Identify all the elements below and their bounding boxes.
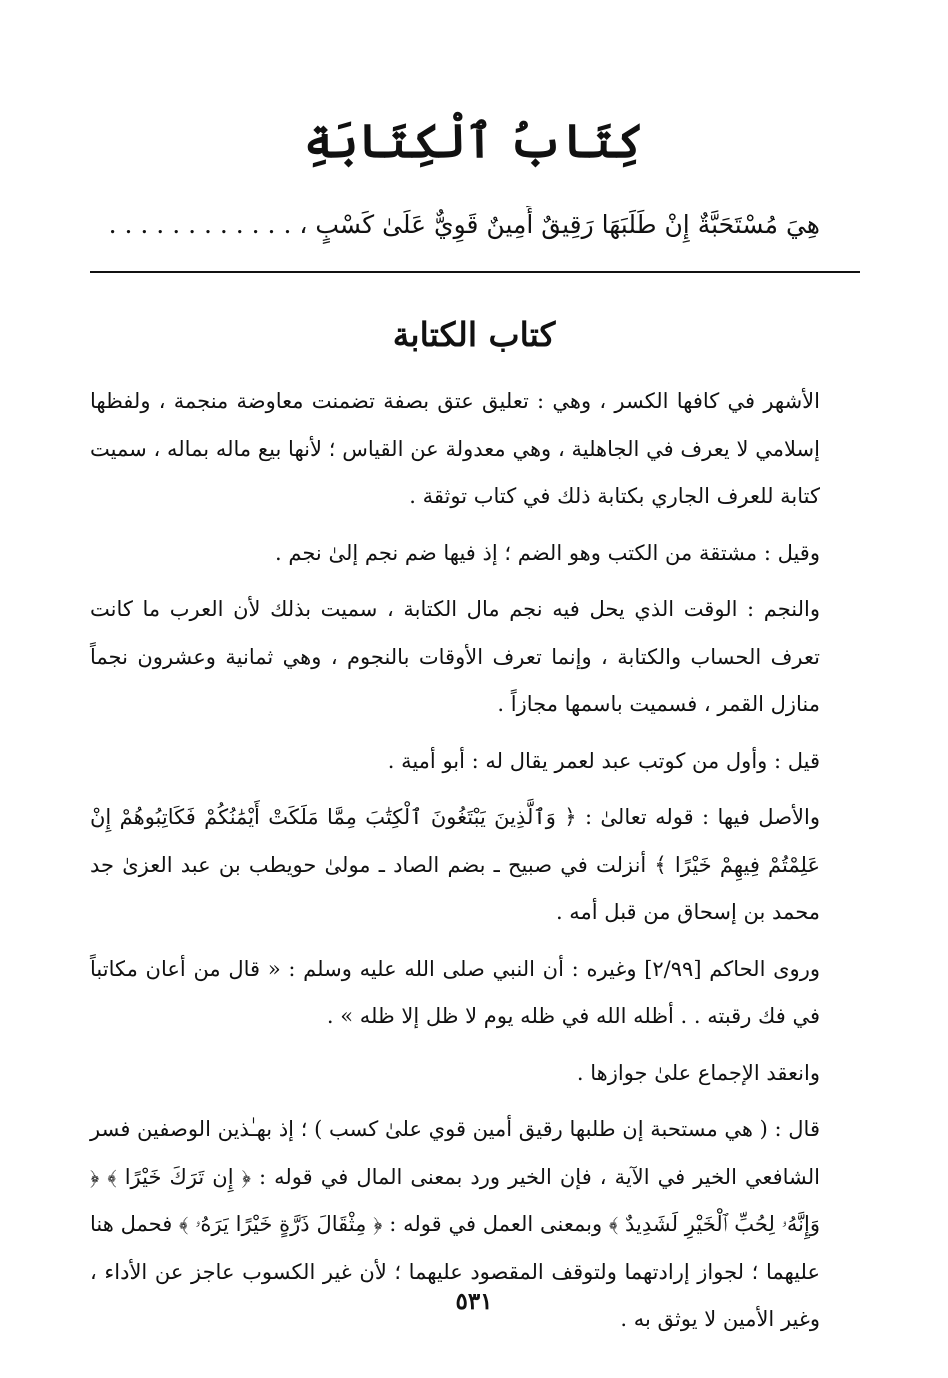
chapter-title: كِتَابُ ٱلْكِتَابَةِ (304, 114, 644, 168)
matn-line: هِيَ مُسْتَحَبَّةٌ إِنْ طَلَبَهَا رَقِيقٌ أَمِينٌ قَوِيٌّ عَلَىٰ كَسْبٍ ، . . . . . . . . . . . . (108, 210, 820, 239)
paragraph-hadith: وروى الحاكم [٢/٩٩] وغيره : أن النبي صلى الله عليه وسلم : « قال من أعان مكاتباً في فك رقبته . . أظله الله في ظله يوم لا ظل إلا ظله » . (90, 956, 820, 1028)
paragraph-quran-basis: والأصل فيها : قوله تعالىٰ : ﴿ وَٱلَّذِينَ يَبْتَغُونَ ٱلْكِتَٰبَ مِمَّا مَلَكَتْ أَيْمَٰنُكُمْ فَكَاتِبُوهُمْ إِنْ عَلِمْتُمْ فِيهِمْ خَيْرًا ﴾ أنزلت في صبيح ـ بضم الصاد ـ مولىٰ حويطب بن عبد العزىٰ جد محمد بن إسحاق من قبل أمه . (90, 805, 820, 924)
paragraph-commentary: قال : ( هي مستحبة إن طلبها رقيق أمين قوي علىٰ كسب ) ؛ إذ بهـٰذين الوصفين فسر الشافعي الخير في الآية ، فإن الخير ورد بمعنى المال في قوله : ﴿ إِن تَرَكَ خَيْرًا ﴾ ﴿ وَإِنَّهُۥ لِحُبِّ ٱلْخَيْرِ لَشَدِيدٌ ﴾ وبمعنى العمل في قوله : ﴿ مِثْقَالَ ذَرَّةٍ خَيْرًا يَرَهُۥ ﴾ فحمل هنا عليهما ؛ لجواز إرادتهما ولتوقف المقصود عليهما ؛ لأن غير الكسوب عاجز عن الأداء ، وغير الأمين لا يوثق به . (90, 1117, 820, 1331)
paragraph-ijma: وانعقد الإجماع علىٰ جوازها . (576, 1060, 820, 1085)
page-number: ٥٣١ (455, 1288, 493, 1315)
paragraph-najm: والنجم : الوقت الذي يحل فيه نجم مال الكتابة ، سميت بذلك لأن العرب ما كانت تعرف الحساب والكتابة ، وإنما تعرف الأوقات بالنجوم ، وهي ثمانية وعشرون نجماً منازل القمر ، فسميت باسمها مجازاً . (90, 597, 820, 716)
paragraph-first-mukatab: قيل : وأول من كوتب عبد لعمر يقال له : أبو أمية . (387, 748, 820, 773)
section-title: كتاب الكتابة (392, 315, 556, 354)
divider-rule (90, 271, 860, 273)
paragraph-definition: الأشهر في كافها الكسر ، وهي : تعليق عتق بصفة تضمنت معاوضة منجمة ، ولفظها إسلامي لا يعرف في الجاهلية ، وهي معدولة عن القياس ؛ لأنها بيع ماله بماله ، سميت كتابة للعرف الجاري بكتابة ذلك في كتاب توثقة . (90, 389, 820, 508)
paragraph-etymology: وقيل : مشتقة من الكتب وهو الضم ؛ إذ فيها ضم نجم إلىٰ نجم . (275, 540, 820, 565)
commentary-body (90, 378, 820, 1344)
